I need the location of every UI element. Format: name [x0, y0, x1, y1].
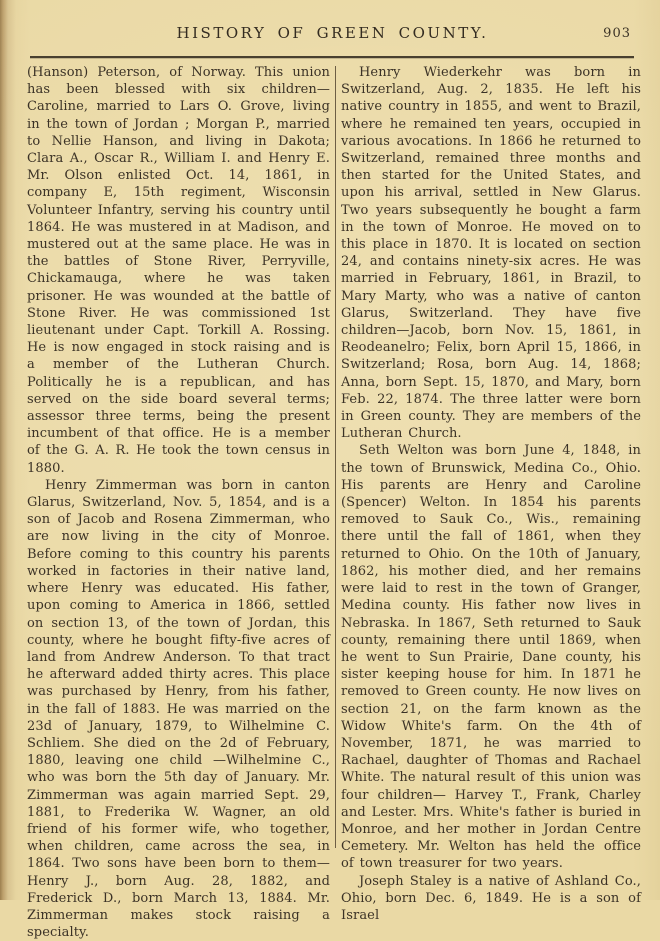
- paragraph: (Hanson) Peterson, of Norway. This union has been blessed with six children—Caroline, married to Lars O. Grove, living in the town of Jordan ; Morgan P., married to Nellie Hanson, and living in Dakota; Clara A., Oscar R., William I. and Henry E. Mr. Olson enlisted Oct. 14, 1861, in company E, 15th regiment, Wisconsin Volunteer Infantry, serving his country until 1864. He was mustered in at Madison, and mustered out at the same place. He was in the battles of Stone River, Perryville, Chickamauga, where he was taken prisoner. He was wounded at the battle of Stone River. He was commissioned 1st lieutenant under Capt. Torkill A. Rossing. He is now engaged in stock raising and is a member of the Lutheran Church. Politically he is a republican, and has served on the side board several terms; assessor three terms, being the present incumbent of that office. He is a member of the G. A. R. He took the town census in 1880.: [27, 65, 330, 476]
- paragraph: Joseph Staley is a native of Ashland Co., Ohio, born Dec. 6, 1849. He is a son of Israel: [341, 873, 641, 923]
- paragraph: Henry Wiederkehr was born in Switzerland, Aug. 2, 1835. He left his native country in 1855, and went to Brazil, where he remained ten years, occupied in various avocations. In 1866 he returned to Switzerland, remained three months and then started for the United States, and upon his arrival, settled in New Glarus. Two years subsequently he bought a farm in the town of Monroe. He moved on to this place in 1870. It is located on section 24, and contains ninety-six acres. He was married in February, 1861, in Brazil, to Mary Marty, who was a native of canton Glarus, Switzerland. They have five children—Jacob, born Nov. 15, 1861, in Reodeanelro; Felix, born April 15, 1866, in Switzerland; Rosa, born Aug. 14, 1868; Anna, born Sept. 15, 1870, and Mary, born Feb. 22, 1874. The three latter were born in Green county. They are members of the Lutheran Church.: [341, 65, 641, 442]
- page-header: [30, 24, 635, 46]
- header-rule: [30, 56, 634, 58]
- paragraph: Henry Zimmerman was born in canton Glarus, Switzerland, Nov. 5, 1854, and is a son of Jacob and Rosena Zimmerman, who are now living in the city of Monroe. Before coming to this country his parents worked in factories in their native land, where Henry was educated. His father, upon coming to America in 1866, settled on section 13, of the town of Jordan, this county, where he bought fifty-five acres of land from Andrew Anderson. To that tract he afterward added thirty acres. This place was purchased by Henry, from his father, in the fall of 1883. He was married on the 23d of January, 1879, to Wilhelmine C. Schliem. She died on the 2d of February, 1880, leaving one child —Wilhelmine C., who was born the 5th day of January. Mr. Zimmerman was again married Sept. 29, 1881, to Frederika W. Wagner, an old friend of his former wife, who together, when children, came across the sea, in 1864. Two sons have been born to them—Henry J., born Aug. 28, 1882, and Frederick D., born March 13, 1884. Mr. Zimmerman makes stock raising a specialty.: [27, 477, 330, 941]
- column-divider: [335, 66, 336, 848]
- right-column: [341, 64, 641, 924]
- page-number: 903: [603, 26, 631, 41]
- text-columns: [27, 64, 643, 941]
- page-title: HISTORY OF GREEN COUNTY.: [176, 24, 489, 42]
- paragraph: Seth Welton was born June 4, 1848, in the town of Brunswick, Medina Co., Ohio. His parents are Henry and Caroline (Spencer) Welton. In 1854 his parents removed to Sauk Co., Wis., remaining there until the fall of 1861, when they returned to Ohio. On the 10th of January, 1862, his mother died, and her remains were laid to rest in the town of Granger, Medina county. His father now lives in Nebraska. In 1867, Seth returned to Sauk county, remaining there until 1869, when he went to Sun Prairie, Dane county, his sister keeping house for him. In 1871 he removed to Green county. He now lives on section 21, on the farm known as the Widow White's farm. On the 4th of November, 1871, he was married to Rachael, daughter of Thomas and Rachael White. The natural result of this union was four children— Harvey T., Frank, Charley and Lester. Mrs. White's father is buried in Monroe, and her mother in Jordan Centre Cemetery. Mr. Welton has held the office of town treasurer for two years.: [341, 443, 641, 872]
- left-column: [27, 64, 330, 941]
